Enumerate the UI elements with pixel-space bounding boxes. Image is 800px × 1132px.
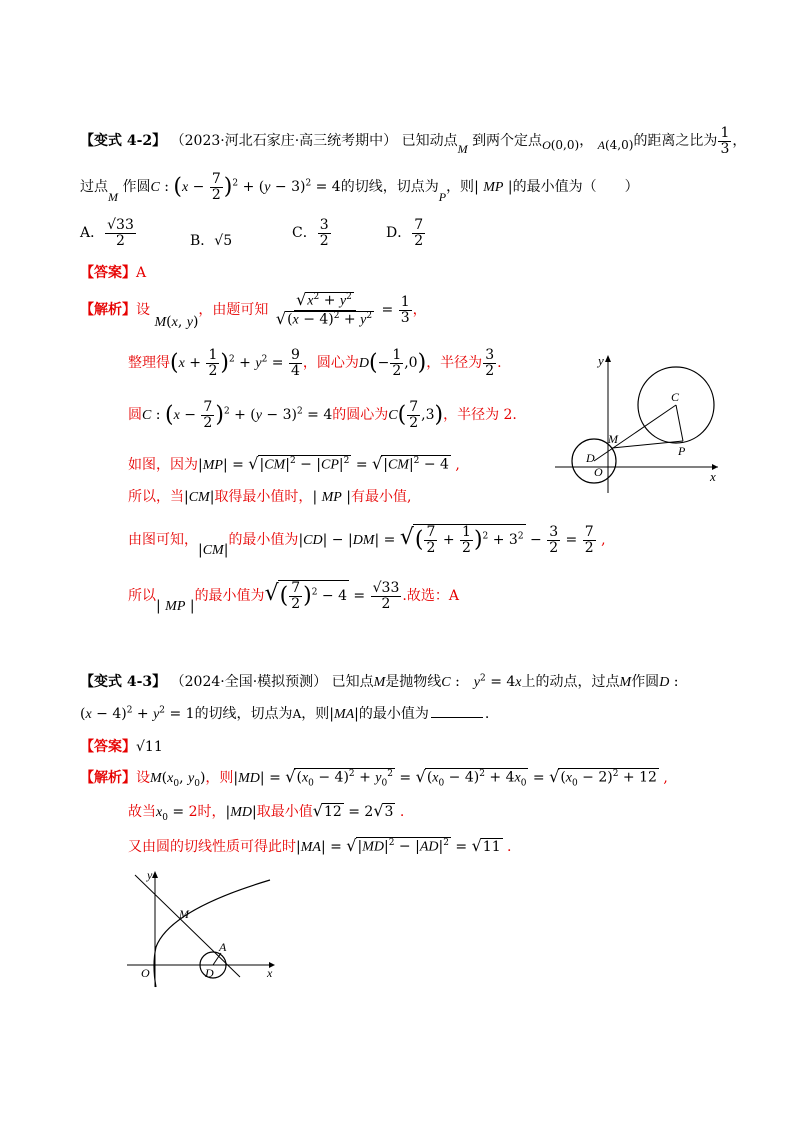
q42-analysis-line4: 如图，因为$|MP| = √|CM|^2 - |CP|^2 = √|CM|^2 - 4$ ,: [128, 454, 460, 473]
option-a[interactable]: A． $\frac{√33}{2}$: [80, 217, 134, 249]
q42-figure: [550, 345, 730, 495]
q43-analysis-line2: 故当$x_0 = 2$时，|MD|取最小值√12 = 2√3 .: [128, 801, 405, 823]
q42-analysis-line7: 所以| MP |的最小值为√( $\frac{7}{2}$ )$^2$ − 4 = $\frac{√33}{2}$ .故选：A: [128, 580, 459, 615]
q42-analysis-line1: 【解析】设 M(x, y)，由题可知 $\frac{√x^2 + y^2}{√(x - 4)^2 + y^2}$ = $\frac{1}{3}$ ，: [80, 290, 427, 331]
q42-source: （2023·河北石家庄·高三统考期中）: [170, 133, 398, 150]
y-axis-arrow: [152, 871, 158, 878]
q43-figure: [125, 865, 285, 990]
label-y: y: [147, 868, 153, 882]
label-x: x: [710, 469, 716, 484]
q42-tag: 【变式 4-2】: [80, 133, 167, 150]
q43-analysis-line3: 又由圆的切线性质可得此时$|MA| = √|MD|^2 - |AD|^2 = √11$ .: [128, 836, 512, 855]
q42-answer: 【答案】A: [80, 265, 147, 281]
label-a: A: [219, 940, 227, 954]
segment-dc: [594, 405, 676, 461]
segment-cp: [676, 405, 683, 441]
q43-answer: 【答案】√11: [80, 739, 163, 755]
q43-stem-line1: 【变式 4-3】 （2024·全国·模拟预测） 已知点M是抛物线C : $y^2 = 4x$上的动点，过点M作圆D :: [80, 673, 679, 690]
label-c: C: [671, 390, 680, 404]
label-m: M: [608, 432, 618, 446]
label-d: D: [586, 451, 595, 465]
q42-analysis-line6: 由图可知，|CM|的最小值为|CD| − |DM| = √( $\frac{7}{2}$ + $\frac{1}{2}$ )$^2 + 3^2$ − $\frac{3}{2}$ = $\frac{7}{2}$ ,: [128, 524, 606, 559]
q43-source: （2024·全国·模拟预测）: [170, 674, 328, 690]
option-d[interactable]: D． $\frac{7}{2}$: [386, 217, 424, 249]
q42-stem-line1: 【变式 4-2】 （2023·河北石家庄·高三统考期中） 已知动点M 到两个定点O(0,0)， A(4,0)的距离之比为 $\frac{1}{3}$ ，: [80, 125, 747, 157]
label-o: O: [141, 966, 150, 980]
q43-stem-line2: $(x - 4)^2 + y^2 = 1$的切线，切点为A，则|MA|的最小值为 .: [80, 705, 490, 722]
q42-analysis-line2: 整理得(x + $\frac{1}{2}$ )$^2 + y^2$ = $\frac{9}{4}$ ，圆心为D(− $\frac{1}{2}$ ,0)，半径为 $\frac{3}{2}$ .: [128, 347, 502, 379]
option-b[interactable]: B．√5: [190, 233, 233, 249]
q43-analysis-line1: 【解析】设$M(x_0$, $y_0$)，则$|MD| = √(x_0 - 4)^2 + y_0^2 = √(x_0 - 4)^2 + 4x_0 = √(x_0 - 2)^2 + 12$ ,: [80, 767, 668, 789]
q42-analysis-line5: 所以，当|CM|取得最小值时，| MP |有最小值,: [128, 489, 412, 505]
q43-tag: 【变式 4-3】: [80, 674, 167, 690]
q42-analysis-line3: 圆C : (x − $\frac{7}{2}$ )$^2 + (y - 3)^2 = 4$的圆心为C( $\frac{7}{2}$ ,3)，半径为 2.: [128, 399, 517, 431]
label-d: D: [205, 966, 214, 980]
line-md: [135, 875, 240, 977]
answer-blank[interactable]: [431, 717, 483, 718]
segment-mp: [612, 441, 683, 448]
label-p: P: [678, 444, 686, 458]
label-m: M: [179, 907, 189, 921]
q42-stem-line2: 过点M 作圆C : (x − $\frac{7}{2}$ )$^2 + (y - 3)^2 = 4$的切线，切点为P，则| MP |的最小值为（ ）: [80, 171, 639, 205]
label-x: x: [267, 966, 273, 980]
label-y: y: [598, 353, 604, 368]
label-o: O: [594, 465, 603, 479]
option-c[interactable]: C． $\frac{3}{2}$: [292, 217, 329, 249]
y-axis-arrow: [605, 355, 611, 362]
